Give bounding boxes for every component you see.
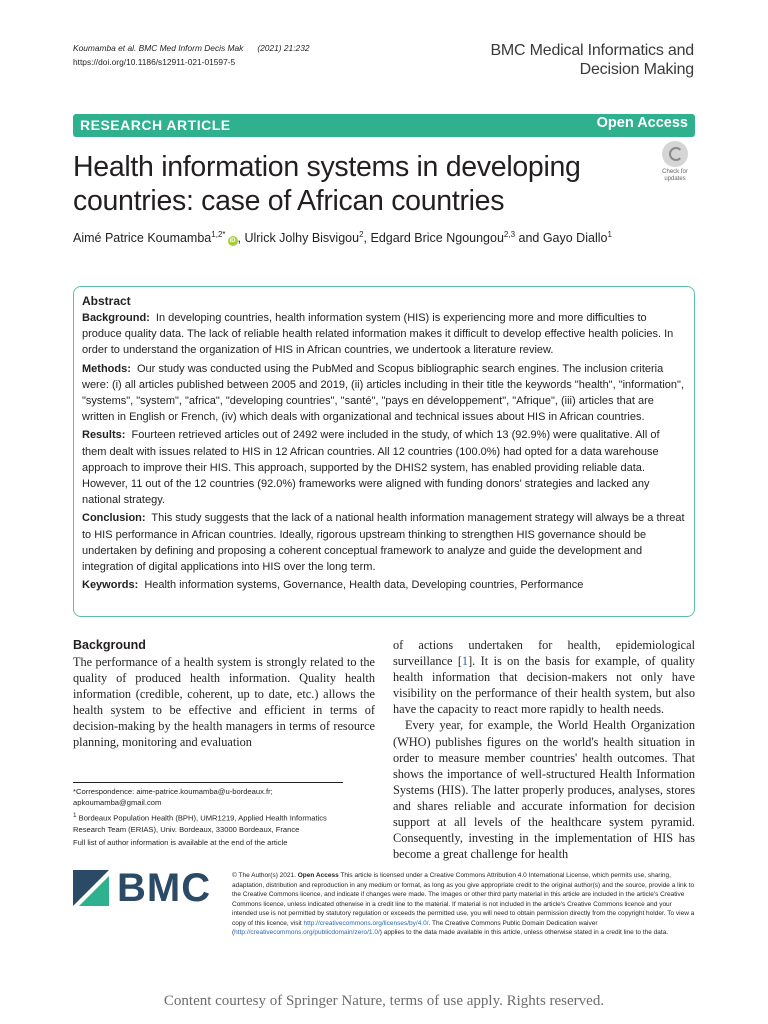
abstract-conclusion-label: Conclusion:: [82, 512, 146, 525]
license-open-access: Open Access: [297, 872, 339, 879]
abstract-background-label: Background:: [82, 312, 150, 324]
citation-authors: Koumamba et al. BMC Med Inform Decis Mak: [73, 43, 244, 53]
check-updates-line1: Check for: [662, 169, 688, 175]
abstract-results-text: Fourteen retrieved articles out of 2492 were included in the study, of which 13 (92.9%) were qualitative. All of them dealt with issues related to HIS in 12 African countries. All 12 countries (100.0%) had opted for a data warehouse approach to improve their HIS. This approach, supported by the DHIS2 system, has enabled providing reliable data. However, 11 out of the 12 countries (92.0%) frameworks were aligned with funding donors' strategies and lacked any national strategy.: [82, 429, 660, 507]
license-text: . The Creative Commons Public Domain Dedication waiver (: [232, 919, 598, 936]
author-affiliation-sup: 2,3: [503, 229, 516, 239]
author-list: [73, 230, 612, 246]
footnotes: [73, 782, 343, 851]
journal-title-line2: Decision Making: [579, 61, 694, 78]
license-link-cc-by[interactable]: http://creativecommons.org/licenses/by/4.0/: [303, 919, 429, 927]
license-text: This article is licensed under a Creative Commons Attribution 4.0 International License, which permits use, sharing, adaptation, distribution and reproduction in any medium or format, as long as you give appropriate credit to the original author(s) and the source, provide a link to the Creative Commons licence, and indicate if changes were made. The images or other third party material in this article are included in the article's Creative Commons licence, unless indicated otherwise in a credit line to the material. If material is not included in the article's Creative Commons licence and your intended use is not permitted by statutory regulation or exceeds the permitted use, you will need to obtain permission directly from the copyright holder. To view a copy of this licence, visit: [232, 872, 695, 927]
license-link-cc-zero[interactable]: http://creativecommons.org/publicdomain/zero/1.0/: [234, 929, 380, 936]
body-text-left: [73, 654, 375, 751]
check-updates-line2: updates: [664, 176, 686, 182]
bmc-logo: [73, 866, 218, 914]
courtesy-footer: Content courtesy of Springer Nature, terms of use apply. Rights reserved.: [163, 993, 605, 1009]
body-column-right: [393, 637, 695, 862]
full-author-info-note: Full list of author information is available at the end of the article: [73, 838, 288, 848]
abstract-background-text: In developing countries, health information system (HIS) is experiencing more and more difficulties to produce quality data. The lack of reliable health related information makes it difficult to develop effective health policies. In order to understand the organization of HIS in African countries, we undertook a literature review.: [82, 312, 674, 357]
bmc-logo-icon: [73, 870, 109, 906]
bmc-logo-text: BMC: [117, 866, 212, 910]
body-paragraph-text: of actions undertaken for health, epidemiological surveillance [: [393, 638, 695, 669]
abstract-conclusion-text: This study suggests that the lack of a national health information management strategy will always be a threat to HIS performance in African countries. Ideally, rigorous upstream thinking to strengthen HIS governance should be undertaken by defining and proposing a coherent conceptual framework to analyze and guide the development and integration of digital applications into HIS over the long term.: [82, 512, 685, 574]
license-text: ) applies to the data made available in this article, unless otherwise stated in a credit line to the data.: [379, 929, 669, 936]
author-name[interactable]: Aimé Patrice Koumamba: [73, 231, 212, 245]
abstract-keywords-label: Keywords:: [82, 579, 139, 592]
journal-title: [490, 41, 694, 79]
journal-title-line1: BMC Medical Informatics and: [490, 42, 694, 59]
author-affiliation-sup: 2: [359, 229, 364, 239]
check-for-updates-label: [655, 169, 695, 183]
citation-line: [73, 41, 324, 55]
check-for-updates-icon: [662, 141, 688, 167]
body-paragraph: [393, 637, 695, 717]
author-name[interactable]: and Gayo Diallo: [515, 231, 608, 245]
affiliation-text: Bordeaux Population Health (BPH), UMR1219, Applied Health Informatics Research Team (ERIAS), Univ. Bordeaux, 33000 Bordeaux, France: [73, 813, 327, 835]
author-affiliation-sup: 1,2*: [211, 229, 226, 239]
affiliation-note: [73, 810, 343, 835]
author-name[interactable]: , Ulrick Jolhy Bisvigou: [237, 231, 360, 245]
citation-header: [73, 41, 324, 69]
abstract-box: [73, 286, 695, 617]
abstract-keywords-text: Health information systems, Governance, Health data, Developing countries, Performance: [144, 579, 584, 592]
abstract-methods: [82, 361, 686, 426]
author-name[interactable]: , Edgard Brice Ngoungou: [363, 231, 504, 245]
body-paragraph-text: ]. It is on the basis for example, of quality health information that decision-makers not only have visibility on the performance of their health system, but also have the capacity to react more rapidly to health needs.: [393, 654, 695, 717]
reference-link[interactable]: 1: [461, 654, 469, 669]
abstract-heading: Abstract: [82, 294, 131, 308]
abstract-background: [82, 310, 686, 359]
abstract-methods-text: Our study was conducted using the PubMed and Scopus bibliographic search engines. The inclusion criteria were: (i) all articles published between 2005 and 2019, (ii) articles including in their title the keywords "health", "information", "systems", "system", "africa", "developing countries", "santé", "pays en développement", "Afrique", (iii) articles that are written in English or French, (iv) which deals with organizational and technical issues about HIS in African countries.: [82, 362, 684, 424]
correspondence-note: *Correspondence: aime-patrice.koumamba@u-bordeaux.fr; apkoumamba@gmail.com: [73, 787, 273, 808]
abstract-methods-label: Methods:: [82, 362, 131, 375]
abstract-conclusion: [82, 510, 686, 575]
license-lead: © The Author(s) 2021.: [232, 872, 298, 879]
body-text-right: [393, 637, 695, 862]
article-banner: [73, 114, 695, 137]
article-title: Health information systems in developing countries: case of African countries: [73, 151, 581, 217]
abstract-results: [82, 427, 686, 508]
section-heading-background: Background: [73, 638, 146, 652]
body-paragraph: The performance of a health system is strongly related to the quality of produced health information. Quality health information (credible, coherent, up to date, etc.) allows the health system to be effective and efficient in terms of decision-making by the health managers in terms of resource planning, monitoring and evaluation: [73, 655, 375, 750]
author-affiliation-sup: 1: [607, 229, 612, 239]
orcid-icon[interactable]: iD: [229, 238, 236, 244]
citation-year: (2021) 21:232: [257, 43, 310, 53]
affiliation-sup: 1: [73, 812, 77, 820]
abstract-keywords: [82, 577, 686, 593]
doi-link[interactable]: https://doi.org/10.1186/s12911-021-01597-5: [73, 57, 236, 67]
license-statement: [232, 871, 696, 938]
check-for-updates-button[interactable]: [655, 141, 695, 181]
body-column-left: [73, 637, 375, 751]
abstract-results-label: Results:: [82, 429, 126, 442]
body-paragraph: Every year, for example, the World Health Organization (WHO) publishes figures on the world's health situation in order to measure member countries' health outcomes. That shows the importance of well-structured Health Information Systems (HIS). The latter properly produces, analyses, stores and shares reliable and accurate information for decision support at all levels of the healthcare system pyramid. Consequently, investing in the implementation of HIS has become a great challenge for health: [393, 718, 695, 862]
article-type-label: RESEARCH ARTICLE: [80, 117, 231, 133]
open-access-label: Open Access: [596, 115, 688, 131]
